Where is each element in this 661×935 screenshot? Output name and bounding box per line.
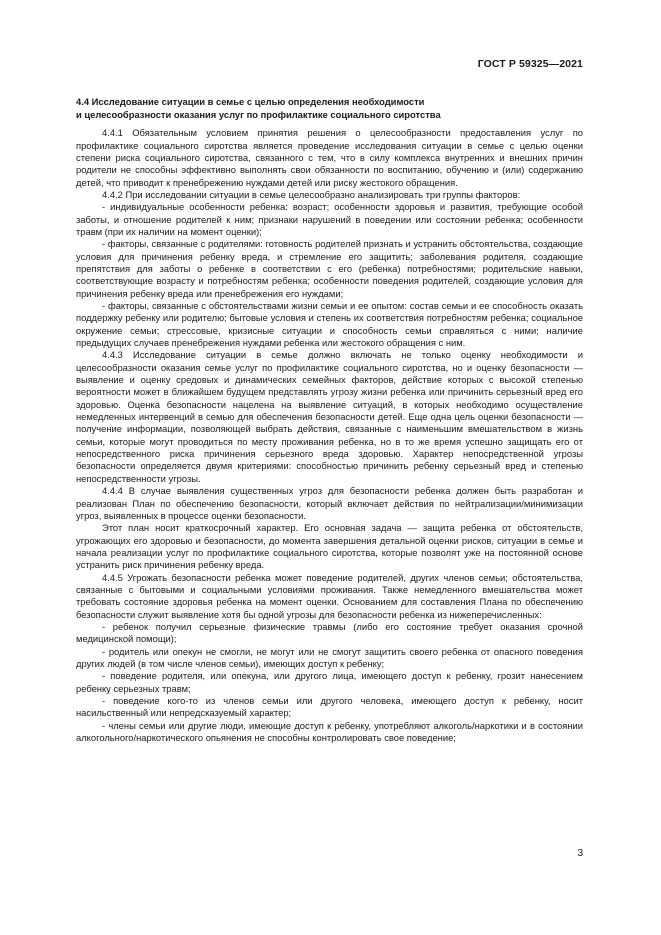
list-item: - факторы, связанные с обстоятельствами жизни семьи и ее опытом: состав семьи и ее способность оказать поддержку ребенку или родителю; бытовые условия и степень их соответствия потребностям ребенка; социальное окружение семьи; стрессовые, кризисные ситуации и способность семьи справляться с ними; наличие предыдущих случаев пренебрежения нуждами ребенка или жестокого обращения с ним. [76,300,583,349]
section-heading-line1: 4.4 Исследование ситуации в семье с целью определения необходимости [76,96,425,107]
document-body [76,96,583,744]
list-item: - поведение родителя, или опекуна, или другого лица, имеющего доступ к ребенку, грозит нанесением ребенку серьезных травм; [76,670,583,694]
list-item: - индивидуальные особенности ребенка: возраст; особенности здоровья и развития, требующие особой заботы, и отношение родителей к ним; признаки нарушений в поведении или состоянии ребенка; особенности травм (при их наличии на момент оценки); [76,201,583,237]
section-heading-line2: и целесообразности оказания услуг по профилактике социального сиротства [76,108,441,120]
paragraph: 4.4.4 В случае выявления существенных угроз для безопасности ребенка должен быть разработан и реализован План по обеспечению безопасности, который включает действия по нейтрализации/минимизации угроз, выявленных в процессе оценки безопасности. [76,485,583,521]
paragraph: 4.4.1 Обязательным условием принятия решения о целесообразности предоставления услуг по профилактике социального сиротства является проведение исследования ситуации в семье с целью оценки степени риска социального сиротства, связанного с тем, что в силу комплекса внутренних и внешних причин родители не способны эффективно выполнять свои обязанности по воспитанию, обучению и (или) содержанию детей, что приводит к пренебрежению нуждами детей или риску жестокого обращения. [76,127,583,188]
list-item: - члены семьи или другие люди, имеющие доступ к ребенку, употребляют алкоголь/наркотики и в состоянии алкогольного/наркотического опьянения не способны контролировать свое поведение; [76,719,583,744]
paragraph: 4.4.5 Угрожать безопасности ребенка может поведение родителей, других членов семьи; обстоятельства, связанные с бытовыми и социальными условиями проживания. Также немедленного вмешательства может требовать состояние здоровья ребенка на момент оценки. Основанием для составления Плана по обеспечению безопасности служит выявление хотя бы одной угрозы для безопасности ребенка из нижеперечисленных: [76,571,583,620]
section-heading [76,96,583,121]
list-item: - поведение кого-то из членов семьи или другого человека, имеющего доступ к ребенку, носит насильственный или непредсказуемый характер; [76,695,583,719]
list-item: - родитель или опекун не смогли, не могут или не смогут защитить своего ребенка от опасного поведения других людей (в том числе членов семьи), имеющих доступ к ребенку; [76,645,583,669]
paragraph: 4.4.3 Исследование ситуации в семье должно включать не только оценку необходимости и целесообразности оказания семье услуг по профилактике социального сиротства, но и оценку безопасности — выявление и оценку средовых и динамических семейных факторов, действие которых с высокой степенью вероятности может в ближайшем будущем представлять угрозу жизни ребенка или причинить серьезный вред его здоровью. Оценка безопасности нацелена на выявление ситуаций, в которых необходимо осуществление немедленных интервенций в семью для обеспечения безопасности детей. Еще одна цель оценки безопасности — получение информации, позволяющей выбрать действия, связанные с наименьшим вмешательством в жизнь семьи, которые могут проводиться по месту проживания ребенка, но в то же время успешно защищать его от непосредственного риска причинения серьезного вреда здоровью. Характер непосредственной угрозы безопасности определяется двумя критериями: способностью причинить ребенку серьезный вред и степенью непосредственности угрозы. [76,349,583,484]
document-code: ГОСТ Р 59325—2021 [477,58,583,70]
paragraph: Этот план носит краткосрочный характер. Его основная задача — защита ребенка от обстоятельств, угрожающих его здоровью и безопасности, до момента завершения детальной оценки рисков, ситуации в семье и начала реализации услуг по профилактике социального сиротства, которые позволят уже на постоянной основе устранить риск причинения ребенку вреда. [76,522,583,571]
paragraph: 4.4.2 При исследовании ситуации в семье целесообразно анализировать три группы факторов: [102,188,521,200]
list-item: - факторы, связанные с родителями: готовность родителей признать и устранить обстоятельства, создающие условия для причинения ребенку вреда, и стремление его защитить; заболевания родителя, создающие препятствия для заботы о ребенке в соответствии с его (ребенка) потребностями; родительские навыки, соответствующие возрасту и потребностям ребенка; особенности поведения родителей, создающие условия для причинения ребенку вреда или пренебрежения его нуждами; [76,238,583,299]
list-item: - ребенок получил серьезные физические травмы (либо его состояние требует оказания срочной медицинской помощи); [76,620,583,645]
page-number: 3 [577,848,583,859]
